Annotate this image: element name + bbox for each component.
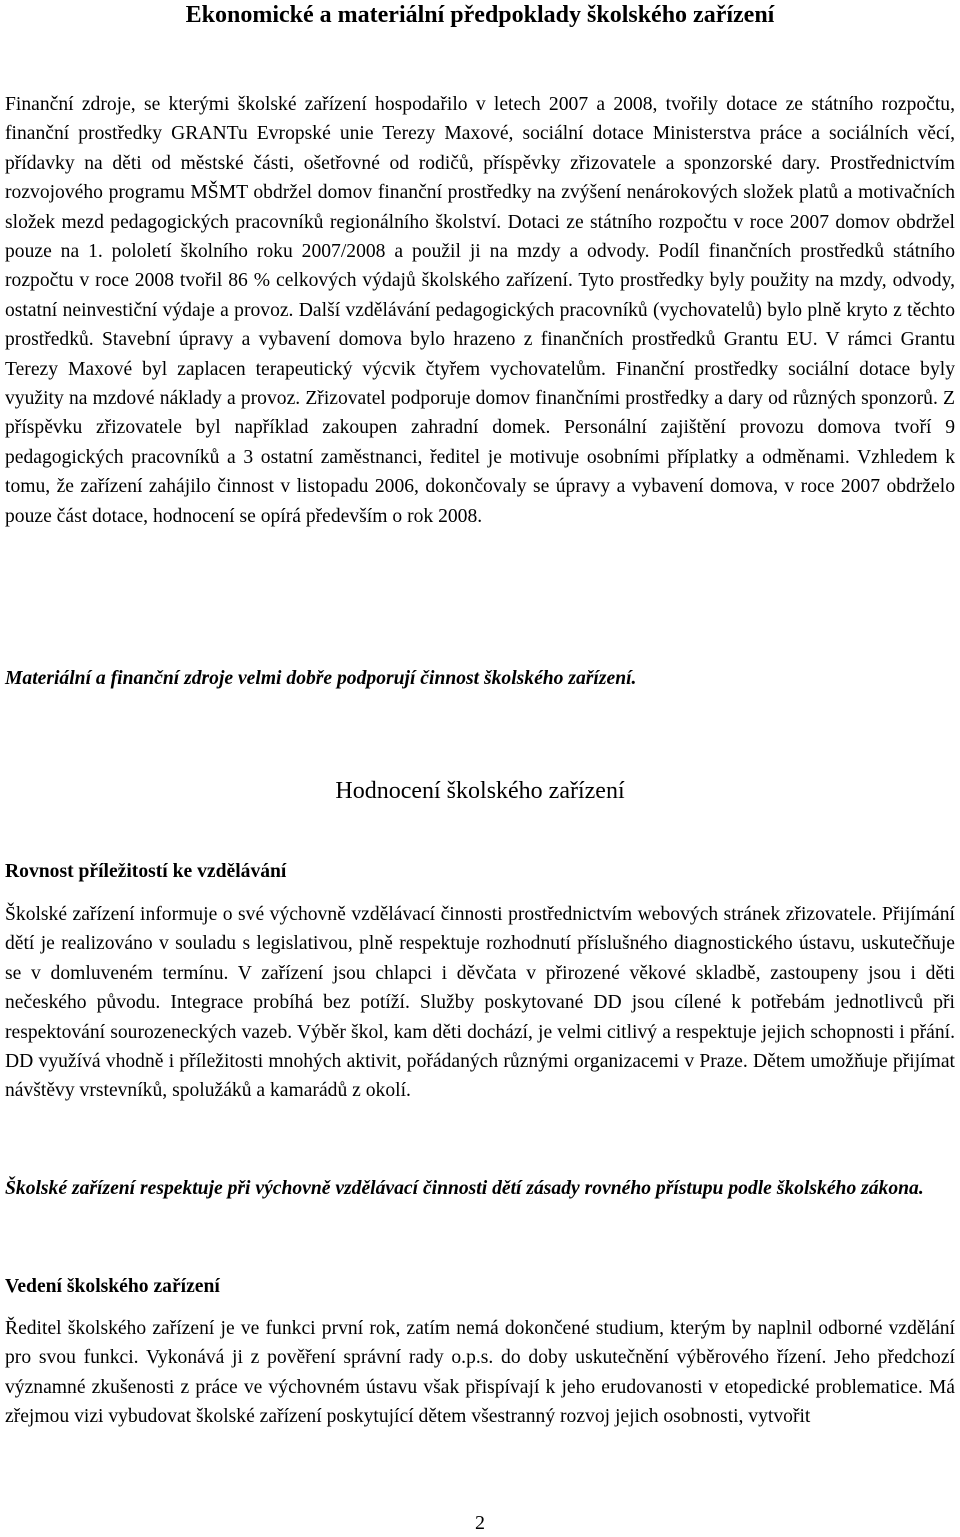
conclusion-equal-opportunities: Školské zařízení respektuje při výchovně vzdělávací činnosti dětí zásady rovného přístupu podle školského zákona.	[5, 1178, 924, 1199]
section-title-evaluation: Hodnocení školského zařízení	[335, 778, 625, 804]
section-title-economic: Ekonomické a materiální předpoklady školského zařízení	[185, 2, 775, 28]
paragraph-equal-opportunities: Školské zařízení informuje o své výchovně vzdělávací činnosti prostřednictvím webových stránek zřizovatele. Přijímání dětí je realizováno v souladu s legislativou, plně respektuje rozhodnutí příslušného diagnostického ústavu, uskutečňuje se v domluveném termínu. V zařízení jsou chlapci i děvčata v přirozené věkové skladbě, zastoupeny jsou i děti nečeského původu. Integrace probíhá bez potíží. Služby poskytované DD jsou cílené k potřebám jednotlivců při respektování sourozeneckých vazeb. Výběr škol, kam děti dochází, je velmi citlivý a respektuje jejich schopnosti i přání. DD využívá vhodně i příležitosti mnohých aktivit, pořádaných různými organizacemi v Praze. Dětem umožňuje přijímat návštěvy vrstevníků, spolužáků a kamarádů z okolí.	[5, 904, 955, 1102]
page-number: 2	[475, 1512, 485, 1534]
subheading-equal-opportunities: Rovnost příležitostí ke vzdělávání	[5, 861, 287, 882]
paragraph-financial-resources: Finanční zdroje, se kterými školské zařízení hospodařilo v letech 2007 a 2008, tvořily dotace ze státního rozpočtu, finanční prostředky GRANTu Evropské unie Terezy Maxové, sociální dotace Ministerstva práce a sociálních věcí, přídavky na děti od městské části, ošetřovné od rodičů, příspěvky zřizovatele a sponzorské dary. Prostřednictvím rozvojového programu MŠMT obdržel domov finanční prostředky na zvýšení nenárokových složek platů a motivačních složek mezd pedagogických pracovníků regionálního školství. Dotaci ze státního rozpočtu v roce 2007 domov obdržel pouze na 1. pololetí školního roku 2007/2008 a použil ji na mzdy a odvody. Podíl finančních prostředků státního rozpočtu v roce 2008 tvořil 86 % celkových výdajů školského zařízení. Tyto prostředky byly použity na mzdy, odvody, ostatní neinvestiční výdaje a provoz. Další vzdělávání pedagogických pracovníků (vychovatelů) bylo plně kryto z těchto prostředků. Stavební úpravy a vybavení domova bylo hrazeno z finančních prostředků Grantu EU. V rámci Grantu Terezy Maxové byl zaplacen terapeutický výcvik čtyřem vychovatelům. Finanční prostředky sociální dotace byly využity na mzdové náklady a provoz. Zřizovatel podporuje domov finančními prostředky a dary od různých sponzorů. Z příspěvku zřizovatele byl například zakoupen zahradní domek. Personální zajištění provozu domova tvoří 9 pedagogických pracovníků a 3 ostatní zaměstnanci, ředitel je motivuje osobními příplatky a odměnami. Vzhledem k tomu, že zařízení zahájilo činnost v listopadu 2006, dokončovaly se úpravy a vybavení domova, v roce 2007 obdrželo pouze část dotace, hodnocení se opírá především o rok 2008.	[5, 94, 955, 527]
subheading-management: Vedení školského zařízení	[5, 1276, 220, 1297]
conclusion-financial: Materiální a finanční zdroje velmi dobře podporují činnost školského zařízení.	[5, 668, 637, 689]
paragraph-management: Ředitel školského zařízení je ve funkci první rok, zatím nemá dokončené studium, kterým by naplnil odborné vzdělání pro svou funkci. Vykonává ji z pověření správní rady o.p.s. do doby uskutečnění výběrového řízení. Jeho předchozí významné zkušenosti z práce ve výchovném ústavu však přispívají k jeho erudovanosti v etopedické problematice. Má zřejmou vizi vybudovat školské zařízení poskytující dětem všestranný rozvoj jejich osobnosti, vytvořit	[5, 1318, 955, 1428]
